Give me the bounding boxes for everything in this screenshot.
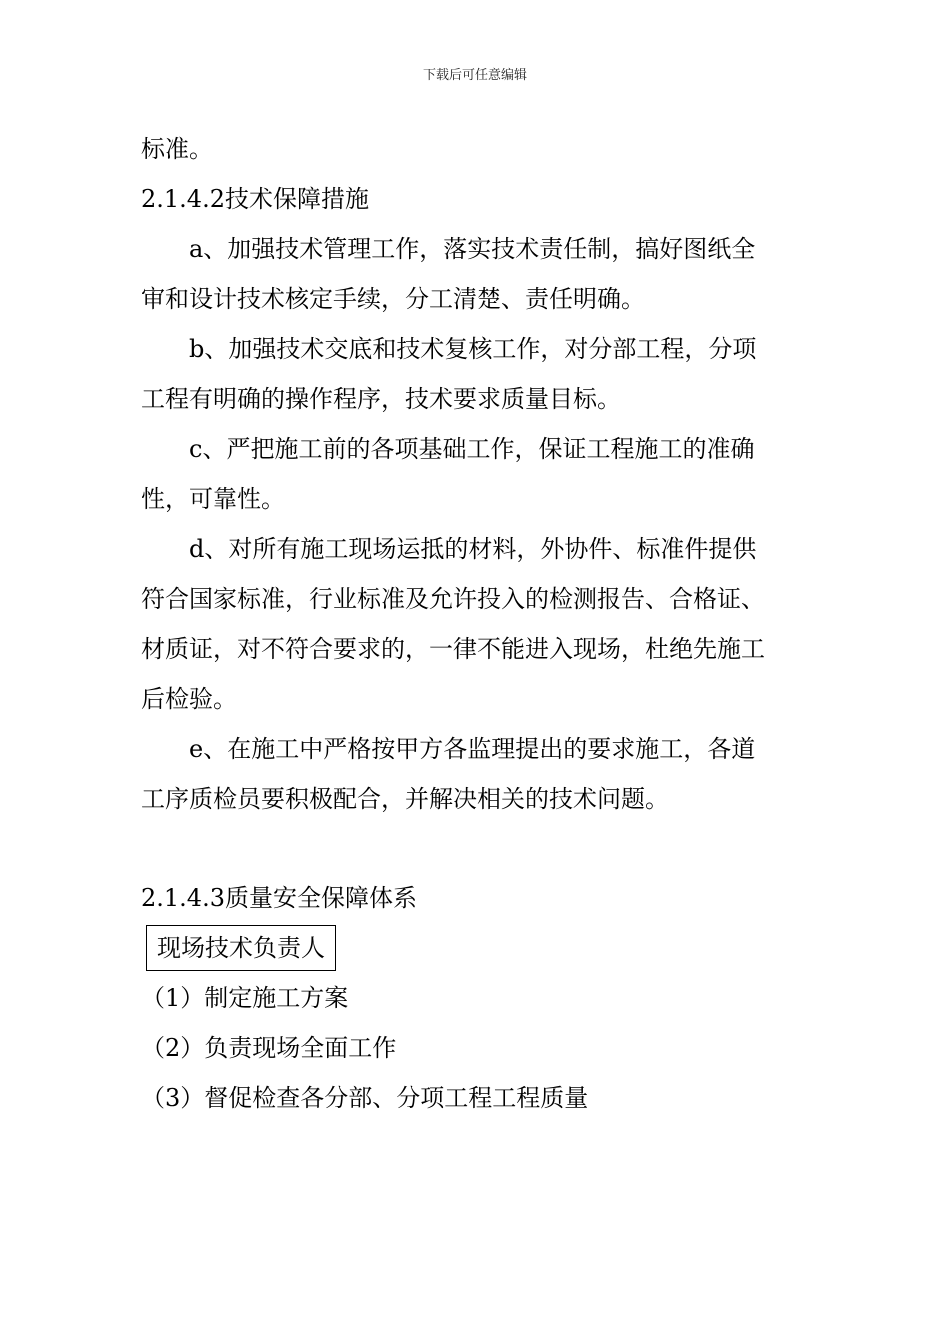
paragraph-line: 工程有明确的操作程序，技术要求质量目标。 [141, 385, 621, 413]
paragraph-line: a、加强技术管理工作，落实技术责任制，搞好图纸全 [189, 235, 756, 263]
org-box-wrapper [141, 923, 811, 973]
paragraph-line: b、加强技术交底和技术复核工作，对分部工程，分项 [189, 335, 757, 363]
paragraph-line: 符合国家标准，行业标准及允许投入的检测报告、合格证、 [141, 585, 765, 613]
paragraph-line: 性，可靠性。 [141, 485, 285, 513]
paragraph-line: 工序质检员要积极配合，并解决相关的技术问题。 [141, 785, 669, 813]
section-heading: 2.1.4.2技术保障措施 [141, 185, 369, 213]
paragraph-line: 材质证，对不符合要求的，一律不能进入现场，杜绝先施工 [141, 635, 765, 663]
spacer [141, 824, 811, 873]
list-item: （2）负责现场全面工作 [141, 1034, 397, 1062]
paragraph-line: 审和设计技术核定手续，分工清楚、责任明确。 [141, 285, 645, 313]
paragraph-line: e、在施工中严格按甲方各监理提出的要求施工，各道 [189, 735, 756, 763]
paragraph-line: c、严把施工前的各项基础工作，保证工程施工的准确 [189, 435, 755, 463]
paragraph-line: 标准。 [141, 135, 213, 163]
responsible-person-box: 现场技术负责人 [146, 925, 336, 971]
section-heading: 2.1.4.3质量安全保障体系 [141, 884, 417, 912]
document-body [141, 124, 811, 1123]
paragraph-line: d、对所有施工现场运抵的材料，外协件、标准件提供 [189, 535, 757, 563]
page-header: 下载后可任意编辑 [422, 68, 527, 83]
paragraph-line: 后检验。 [141, 685, 237, 713]
list-item: （1）制定施工方案 [141, 984, 349, 1012]
list-item: （3）督促检查各分部、分项工程工程质量 [141, 1084, 589, 1112]
